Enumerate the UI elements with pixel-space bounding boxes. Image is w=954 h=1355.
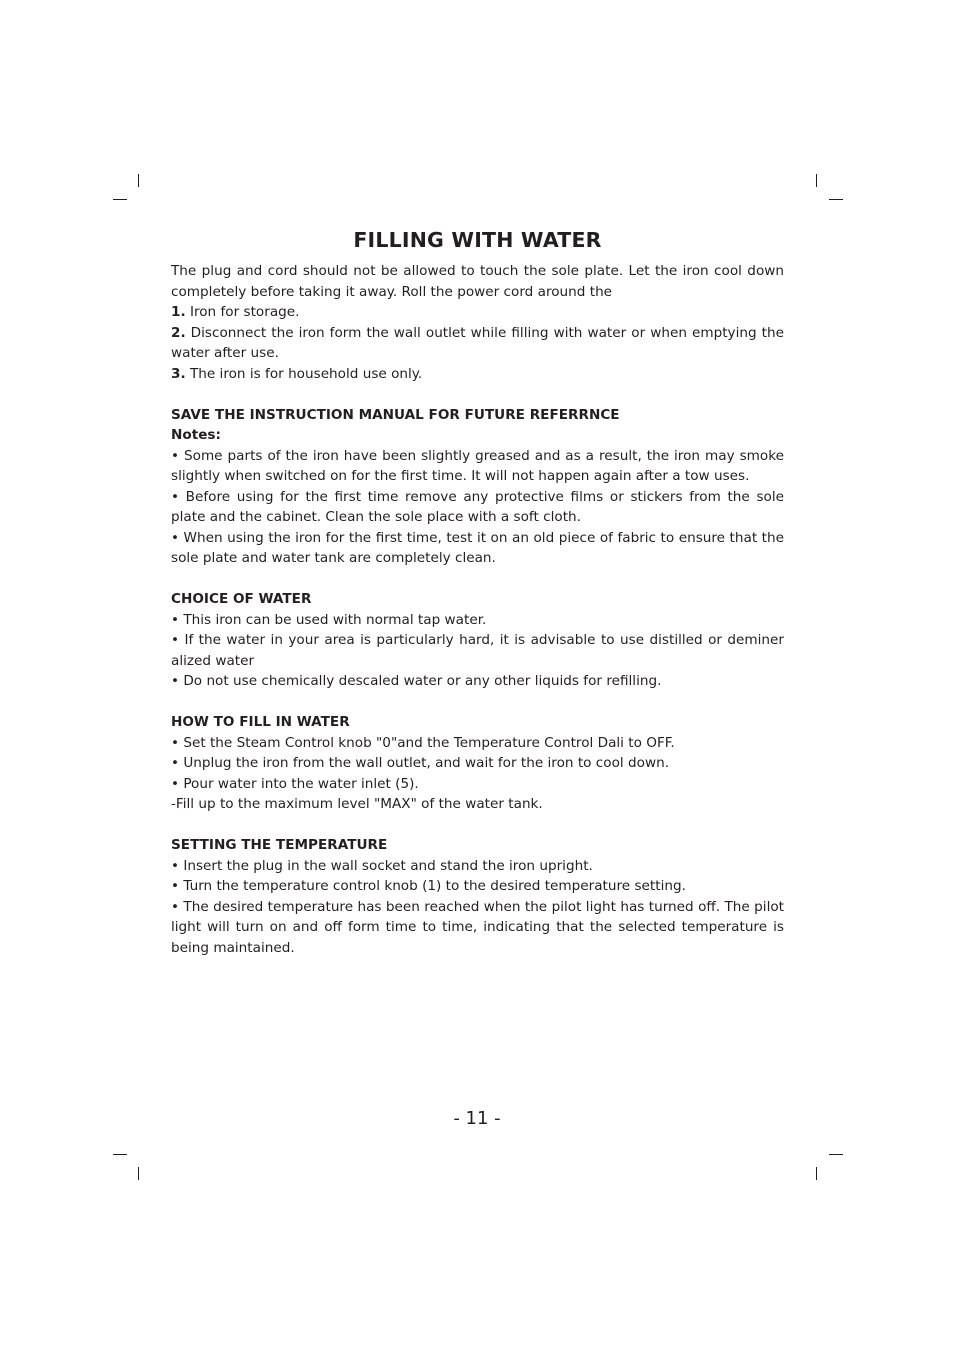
list-item: • Do not use chemically descaled water or any other liquids for refilling.	[171, 673, 662, 689]
list-item: • Insert the plug in the wall socket and stand the iron upright.	[171, 857, 593, 874]
list-item: • The desired temperature has been reached when the pilot light has turned off. The pilot light will turn on and off form time to time, indicating that the selected temperature is being maintained.	[171, 898, 784, 956]
crop-mark-bottom-left-vertical	[138, 1167, 139, 1180]
intro-item-3	[171, 364, 784, 385]
intro-item-2	[171, 323, 784, 364]
notes-label: Notes:	[171, 427, 221, 443]
document-body	[171, 261, 784, 958]
item-number: 3.	[171, 365, 186, 382]
list-item: -Fill up to the maximum level "MAX" of the water tank.	[171, 796, 543, 812]
section-heading-setting-temperature: SETTING THE TEMPERATURE	[171, 837, 388, 853]
list-item: • Set the Steam Control knob "0"and the Temperature Control Dali to OFF.	[171, 734, 675, 751]
crop-mark-bottom-right-horizontal	[829, 1154, 843, 1155]
section-heading-choice-of-water: CHOICE OF WATER	[171, 591, 312, 607]
section-heading-how-to-fill: HOW TO FILL IN WATER	[171, 714, 350, 730]
item-number: 2.	[171, 324, 186, 341]
spacer	[171, 569, 784, 590]
crop-mark-bottom-right-vertical	[816, 1167, 817, 1180]
item-text: Iron for storage.	[185, 304, 300, 320]
list-item: • If the water in your area is particularly hard, it is advisable to use distilled or deminer alized water	[171, 632, 784, 669]
list-item: • Pour water into the water inlet (5).	[171, 775, 419, 792]
list-item: • Unplug the iron from the wall outlet, and wait for the iron to cool down.	[171, 755, 670, 771]
crop-mark-bottom-left-horizontal	[113, 1154, 127, 1155]
item-number: 1.	[171, 304, 186, 320]
list-item: • Some parts of the iron have been slightly greased and as a result, the iron may smoke slightly when switched on for the first time. It will not happen again after a tow uses.	[171, 447, 784, 484]
crop-mark-top-left-horizontal	[113, 199, 127, 200]
crop-mark-top-right-vertical	[816, 174, 817, 187]
list-item: • This iron can be used with normal tap water.	[171, 611, 487, 628]
crop-mark-top-left-vertical	[138, 174, 139, 187]
section-heading-save-manual: SAVE THE INSTRUCTION MANUAL FOR FUTURE REFERRNCE	[171, 406, 620, 423]
spacer	[171, 815, 784, 836]
intro-item-1	[171, 302, 784, 323]
spacer	[171, 692, 784, 713]
list-item: • Before using for the first time remove any protective films or stickers from the sole plate and the cabinet. Clean the sole place with a soft cloth.	[171, 488, 784, 525]
item-text: Disconnect the iron form the wall outlet while filling with water or when emptying the water after use.	[171, 324, 784, 361]
list-item: • Turn the temperature control knob (1) to the desired temperature setting.	[171, 878, 686, 894]
page-title: FILLING WITH WATER	[353, 228, 602, 252]
intro-paragraph: The plug and cord should not be allowed to touch the sole plate. Let the iron cool down completely before taking it away. Roll the power cord around the	[171, 263, 784, 300]
crop-mark-top-right-horizontal	[829, 199, 843, 200]
list-item: • When using the iron for the first time, test it on an old piece of fabric to ensure that the sole plate and water tank are completely clean.	[171, 529, 784, 566]
item-text: The iron is for household use only.	[185, 365, 423, 382]
spacer	[171, 384, 784, 405]
page-number: - 11 -	[453, 1108, 501, 1129]
